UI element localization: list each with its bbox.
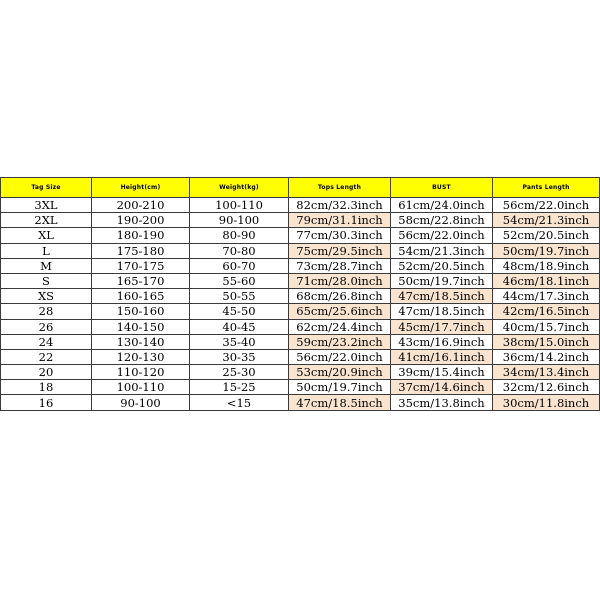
tag-size-cell: L <box>1 243 92 258</box>
table-row <box>1 289 600 304</box>
weight-cell: 70-80 <box>190 243 289 258</box>
weight-cell: 25-30 <box>190 365 289 380</box>
weight-cell: 80-90 <box>190 228 289 243</box>
pants-length-cell: 48cm/18.9inch <box>493 258 600 273</box>
weight-cell: 60-70 <box>190 258 289 273</box>
pants-length-cell: 30cm/11.8inch <box>493 395 600 410</box>
tag-size-cell: 16 <box>1 395 92 410</box>
header-weight: Weight(kg) <box>190 178 289 198</box>
header-tag-size: Tag Size <box>1 178 92 198</box>
tops-length-cell: 79cm/31.1inch <box>289 213 391 228</box>
tops-length-cell: 68cm/26.8inch <box>289 289 391 304</box>
height-cell: 200-210 <box>92 198 190 213</box>
bust-cell: 37cm/14.6inch <box>391 380 493 395</box>
size-chart-body <box>1 198 600 411</box>
bust-cell: 45cm/17.7inch <box>391 319 493 334</box>
tops-length-cell: 77cm/30.3inch <box>289 228 391 243</box>
weight-cell: 40-45 <box>190 319 289 334</box>
weight-cell: 45-50 <box>190 304 289 319</box>
table-row <box>1 334 600 349</box>
tag-size-cell: 18 <box>1 380 92 395</box>
pants-length-cell: 38cm/15.0inch <box>493 334 600 349</box>
weight-cell: 15-25 <box>190 380 289 395</box>
pants-length-cell: 32cm/12.6inch <box>493 380 600 395</box>
pants-length-cell: 54cm/21.3inch <box>493 213 600 228</box>
height-cell: 100-110 <box>92 380 190 395</box>
height-cell: 165-170 <box>92 273 190 288</box>
bust-cell: 54cm/21.3inch <box>391 243 493 258</box>
size-chart-header <box>1 178 600 198</box>
bust-cell: 52cm/20.5inch <box>391 258 493 273</box>
weight-cell: 90-100 <box>190 213 289 228</box>
tops-length-cell: 50cm/19.7inch <box>289 380 391 395</box>
bust-cell: 39cm/15.4inch <box>391 365 493 380</box>
table-row <box>1 349 600 364</box>
height-cell: 90-100 <box>92 395 190 410</box>
table-row <box>1 228 600 243</box>
height-cell: 190-200 <box>92 213 190 228</box>
height-cell: 175-180 <box>92 243 190 258</box>
weight-cell: <15 <box>190 395 289 410</box>
table-row <box>1 198 600 213</box>
pants-length-cell: 50cm/19.7inch <box>493 243 600 258</box>
table-row <box>1 243 600 258</box>
tag-size-cell: XL <box>1 228 92 243</box>
height-cell: 140-150 <box>92 319 190 334</box>
height-cell: 120-130 <box>92 349 190 364</box>
bust-cell: 43cm/16.9inch <box>391 334 493 349</box>
pants-length-cell: 42cm/16.5inch <box>493 304 600 319</box>
bust-cell: 35cm/13.8inch <box>391 395 493 410</box>
weight-cell: 35-40 <box>190 334 289 349</box>
tag-size-cell: 28 <box>1 304 92 319</box>
bust-cell: 58cm/22.8inch <box>391 213 493 228</box>
bust-cell: 41cm/16.1inch <box>391 349 493 364</box>
tag-size-cell: 2XL <box>1 213 92 228</box>
header-height: Height(cm) <box>92 178 190 198</box>
weight-cell: 30-35 <box>190 349 289 364</box>
tops-length-cell: 62cm/24.4inch <box>289 319 391 334</box>
tops-length-cell: 73cm/28.7inch <box>289 258 391 273</box>
weight-cell: 55-60 <box>190 273 289 288</box>
pants-length-cell: 36cm/14.2inch <box>493 349 600 364</box>
bust-cell: 56cm/22.0inch <box>391 228 493 243</box>
height-cell: 180-190 <box>92 228 190 243</box>
pants-length-cell: 46cm/18.1inch <box>493 273 600 288</box>
tops-length-cell: 65cm/25.6inch <box>289 304 391 319</box>
pants-length-cell: 56cm/22.0inch <box>493 198 600 213</box>
tops-length-cell: 47cm/18.5inch <box>289 395 391 410</box>
tag-size-cell: 26 <box>1 319 92 334</box>
height-cell: 110-120 <box>92 365 190 380</box>
header-tops-length: Tops Length <box>289 178 391 198</box>
size-chart-table <box>0 177 600 411</box>
table-row <box>1 395 600 410</box>
table-row <box>1 380 600 395</box>
pants-length-cell: 40cm/15.7inch <box>493 319 600 334</box>
tops-length-cell: 75cm/29.5inch <box>289 243 391 258</box>
tops-length-cell: 56cm/22.0inch <box>289 349 391 364</box>
weight-cell: 50-55 <box>190 289 289 304</box>
bust-cell: 47cm/18.5inch <box>391 289 493 304</box>
tag-size-cell: XS <box>1 289 92 304</box>
tops-length-cell: 82cm/32.3inch <box>289 198 391 213</box>
bust-cell: 61cm/24.0inch <box>391 198 493 213</box>
pants-length-cell: 52cm/20.5inch <box>493 228 600 243</box>
header-bust: BUST <box>391 178 493 198</box>
pants-length-cell: 44cm/17.3inch <box>493 289 600 304</box>
tops-length-cell: 53cm/20.9inch <box>289 365 391 380</box>
weight-cell: 100-110 <box>190 198 289 213</box>
tag-size-cell: 22 <box>1 349 92 364</box>
table-row <box>1 365 600 380</box>
tag-size-cell: 20 <box>1 365 92 380</box>
tag-size-cell: M <box>1 258 92 273</box>
height-cell: 160-165 <box>92 289 190 304</box>
table-row <box>1 319 600 334</box>
tag-size-cell: 3XL <box>1 198 92 213</box>
tops-length-cell: 59cm/23.2inch <box>289 334 391 349</box>
table-row <box>1 213 600 228</box>
pants-length-cell: 34cm/13.4inch <box>493 365 600 380</box>
tops-length-cell: 71cm/28.0inch <box>289 273 391 288</box>
height-cell: 130-140 <box>92 334 190 349</box>
bust-cell: 50cm/19.7inch <box>391 273 493 288</box>
header-pants-length: Pants Length <box>493 178 600 198</box>
header-row <box>1 178 600 198</box>
tag-size-cell: S <box>1 273 92 288</box>
table-row <box>1 258 600 273</box>
tag-size-cell: 24 <box>1 334 92 349</box>
table-row <box>1 304 600 319</box>
height-cell: 170-175 <box>92 258 190 273</box>
table-row <box>1 273 600 288</box>
height-cell: 150-160 <box>92 304 190 319</box>
bust-cell: 47cm/18.5inch <box>391 304 493 319</box>
